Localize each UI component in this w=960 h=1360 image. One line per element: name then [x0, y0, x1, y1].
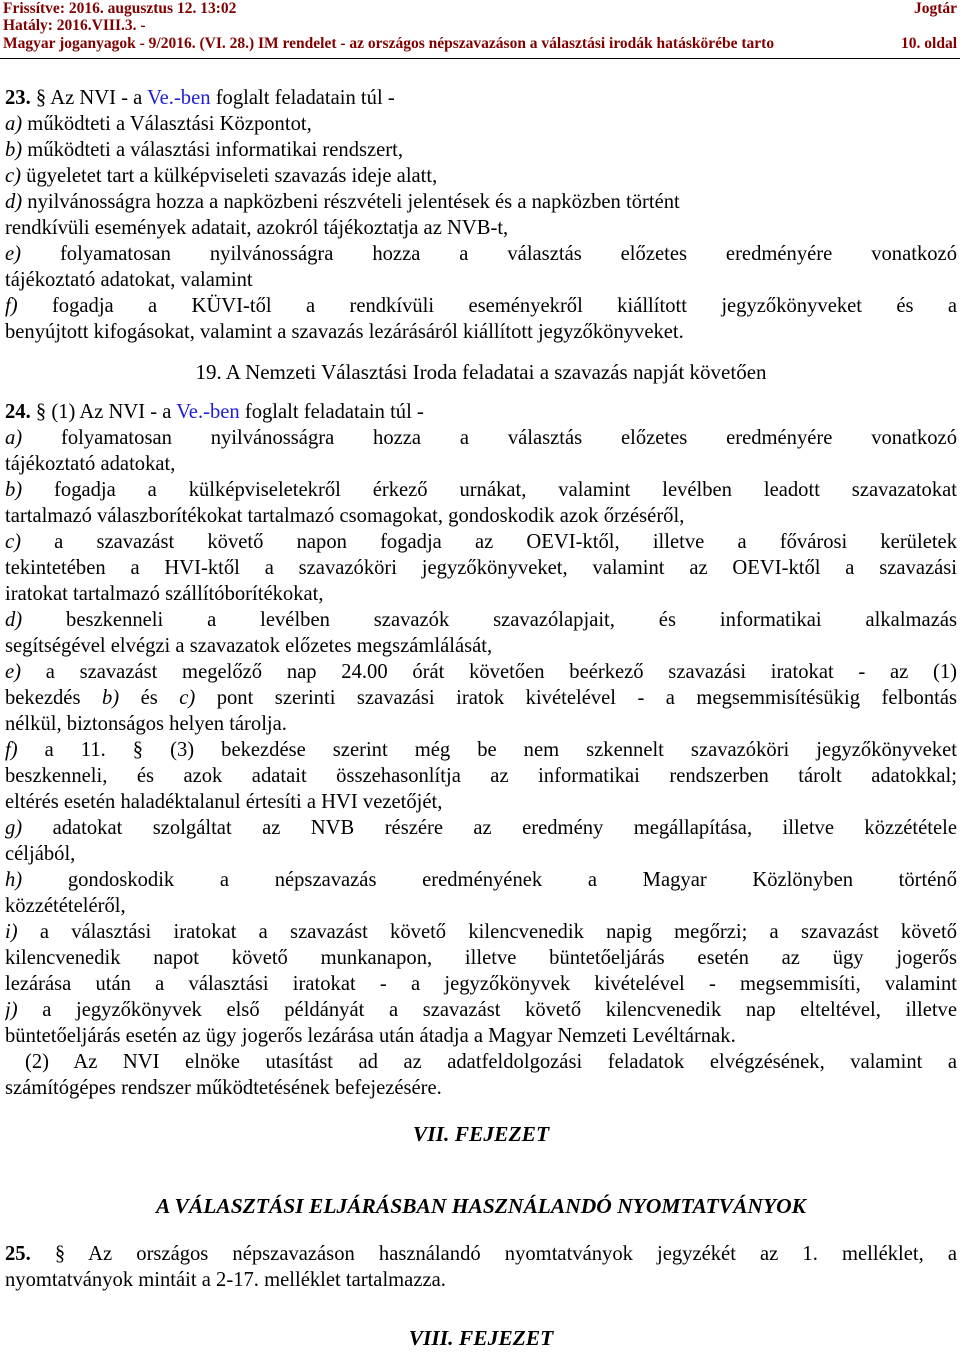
chapter-7-title: A VÁLASZTÁSI ELJÁRÁSBAN HASZNÁLANDÓ NYOMTATVÁNYOK: [156, 1194, 806, 1218]
point-j-cont: büntetőeljárás esetén az ügy jogerős lezárása után átadja a Magyar Nemzeti Levéltárnak.: [5, 1025, 736, 1047]
chapter-7-heading: VII. FEJEZET: [412, 1122, 550, 1146]
point-f: f) fogadja a KÜVI-től a rendkívüli eseményekről kiállított jegyzőkönyveket és a: [5, 295, 957, 317]
point-c-cont: iratokat tartalmazó szállítóborítékokat,: [5, 583, 324, 605]
update-date: Frissítve: 2016. augusztus 12. 13:02: [3, 0, 237, 17]
ve-link[interactable]: Ve: [147, 87, 169, 109]
ve-link-tail[interactable]: .-ben: [197, 401, 240, 423]
point-a-cont: tájékoztató adatokat,: [5, 453, 176, 475]
point-d-cont: rendkívüli események adatait, azokról tájékoztatja az NVB-t,: [5, 217, 509, 239]
point-e: e) a szavazást megelőző nap 24.00 órát követően beérkező szavazási iratokat - az (1): [5, 661, 957, 683]
section-24-heading: 24. § (1) Az NVI - a Ve.-ben foglalt feladatain túl -: [5, 401, 424, 423]
point-c: c) a szavazást követő napon fogadja az OEVI-ktől, illetve a fővárosi kerületek: [5, 531, 957, 553]
section-number: 23.: [5, 87, 31, 109]
chapter-8-heading: VIII. FEJEZET: [408, 1326, 554, 1350]
paragraph-2: (2) Az NVI elnöke utasítást ad az adatfeldolgozási feladatok elvégzésének, valamint a: [25, 1051, 957, 1073]
ve-link[interactable]: Ve: [176, 401, 198, 423]
section-text: Az NVI - a: [46, 87, 148, 109]
point-b-cont: tartalmazó válaszborítékokat tartalmazó csomagokat, gondoskodik azok őrzéséről,: [5, 505, 685, 527]
point-i-cont: kilencvenedik napot követő munkanapon, illetve büntetőeljárás esetén az ügy jogerős: [5, 947, 957, 969]
point-f: f) a 11. § (3) bekezdése szerint még be nem szkennelt szavazóköri jegyzőkönyveket: [5, 739, 957, 761]
section-25-cont: nyomtatványok mintáit a 2-17. melléklet tartalmazza.: [5, 1269, 446, 1291]
point-h-cont: közzétételéről,: [5, 895, 126, 917]
section-sign: §: [35, 87, 47, 109]
point-e: e) folyamatosan nyilvánosságra hozza a választás előzetes eredményére vonatkozó: [5, 243, 957, 265]
section-sign: §: [54, 1243, 66, 1265]
header-divider: [0, 58, 960, 59]
paragraph-2-cont: számítógépes rendszer működtetésének befejezésére.: [5, 1077, 442, 1099]
section-number: 25.: [5, 1243, 31, 1265]
ve-link-tail[interactable]: .-ben: [168, 87, 211, 109]
point-d-cont: segítségével elvégzi a szavazatok előzetes megszámlálását,: [5, 635, 493, 657]
point-f-cont: eltérés esetén haladéktalanul értesíti a HVI vezetőjét,: [5, 791, 443, 813]
publisher-name: Jogtár: [913, 0, 957, 17]
point-a: a) működteti a Választási Központot,: [5, 113, 312, 135]
point-j: j) a jegyzőkönyvek első példányát a szavazást követő kilencvenedik nap elteltével, illetve: [5, 999, 957, 1021]
page-number: 10. oldal: [901, 35, 957, 52]
point-d: d) beszkenneli a levélben szavazók szavazólapjait, és informatikai alkalmazás: [5, 609, 957, 631]
point-e-cont: nélkül, biztonságos helyen tárolja.: [5, 713, 287, 735]
header-line-2: [3, 17, 957, 34]
point-g-cont: céljából,: [5, 843, 76, 865]
point-e-cont: bekezdés b) és c) pont szerinti szavazási iratok kivételével - a megsemmisítésükig felbontás: [5, 687, 957, 709]
point-f-cont: beszkenneli, és azok adatait összehasonlítja az informatikai rendszerben tárolt adatokkal;: [5, 765, 957, 787]
point-d: d) nyilvánosságra hozza a napközbeni részvételi jelentések és a napközben történt: [5, 191, 680, 213]
header-line-1: [3, 0, 957, 17]
subtitle-19: 19. A Nemzeti Választási Iroda feladatai a szavazás napját követően: [195, 360, 767, 384]
point-a: a) folyamatosan nyilvánosságra hozza a választás előzetes eredményére vonatkozó: [5, 427, 957, 449]
section-number: 24.: [5, 401, 31, 423]
point-g: g) adatokat szolgáltat az NVB részére az eredmény megállapítása, illetve közzététele: [5, 817, 957, 839]
header-line-3: [3, 35, 957, 52]
effective-date: Hatály: 2016.VIII.3. -: [3, 17, 146, 34]
point-h: h) gondoskodik a népszavazás eredményének a Magyar Közlönyben történő: [5, 869, 957, 891]
point-i: i) a választási iratokat a szavazást követő kilencvenedik napig megőrzi; a szavazást követő: [5, 921, 957, 943]
section-23-heading: [5, 85, 957, 111]
document-title: Magyar joganyagok - 9/2016. (VI. 28.) IM rendelet - az országos népszavazáson a választási irodák hatáskörébe tarto: [3, 35, 775, 52]
point-b: b) működteti a választási informatikai rendszert,: [5, 139, 404, 161]
point-f-cont: benyújtott kifogásokat, valamint a szavazás lezárásáról kiállított jegyzőkönyveket.: [5, 321, 684, 343]
section-sign: §: [35, 401, 47, 423]
document-body: [5, 85, 957, 1353]
point-c: c) ügyeletet tart a külképviseleti szavazás ideje alatt,: [5, 165, 438, 187]
point-i-cont: lezárása után a választási iratokat - a jegyzőkönyvek kivételével - megsemmisíti, valamint: [5, 973, 957, 995]
point-c-cont: tekintetében a HVI-ktől a szavazóköri jegyzőkönyveket, valamint az OEVI-ktől a szavazási: [5, 557, 957, 579]
section-sign: §: [132, 739, 144, 761]
section-text: foglalt feladatain túl -: [210, 87, 395, 109]
point-e-cont: tájékoztató adatokat, valamint: [5, 269, 253, 291]
point-b: b) fogadja a külképviseletekről érkező urnákat, valamint levélben leadott szavazatokat: [5, 479, 957, 501]
section-25-heading: 25. § Az országos népszavazáson használandó nyomtatványok jegyzékét az 1. melléklet, a: [5, 1243, 957, 1265]
